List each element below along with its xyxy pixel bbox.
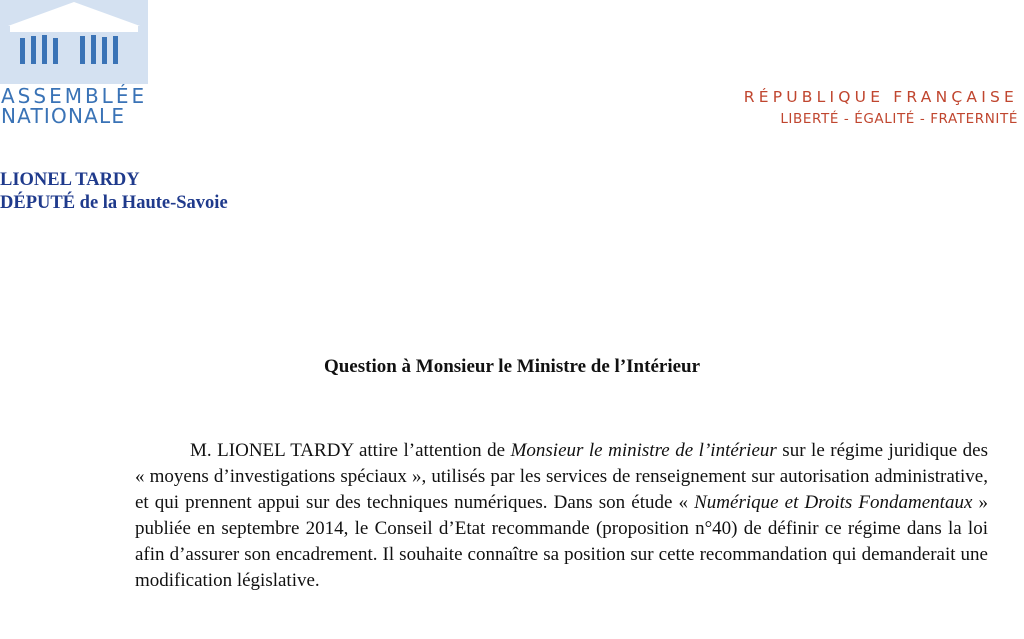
- body-part-1: M. LIONEL TARDY attire l’attention de: [190, 440, 511, 461]
- body-part-2: sur le régime juridique des « moyens d’investigations spéciaux », utilisés par les services de renseignement sur autorisation administrative, et qui prennent appui sur des techniques numériques. Dans son étude «: [135, 440, 988, 513]
- body-part-3: » publiée en septembre 2014, le Conseil d’Etat recommande (proposition n°40) de définir ce régime dans la loi afin d’assurer son encadrement. Il souhaite connaître sa position sur cette recommandation qui demanderait une modification législative.: [135, 492, 989, 591]
- body-ministre: Monsieur le ministre de l’intérieur: [510, 440, 777, 461]
- question-body: [135, 438, 988, 594]
- logo-line-assemblee: ASSEMBLÉE: [1, 84, 148, 108]
- author-name: LIONEL TARDY: [0, 170, 140, 190]
- body-etude-title: Numérique et Droits Fondamentaux: [694, 492, 973, 513]
- author-title: DÉPUTÉ de la Haute-Savoie: [0, 193, 228, 213]
- author-block: [0, 169, 228, 215]
- assemblee-emblem-icon: [0, 0, 148, 84]
- question-title: Question à Monsieur le Ministre de l’Intérieur: [323, 356, 701, 377]
- republique-motto: LIBERTÉ - ÉGALITÉ - FRATERNITÉ: [780, 111, 1018, 127]
- assemblee-nationale-logo: [0, 0, 160, 132]
- republique-block: [744, 87, 1018, 131]
- republique-title: RÉPUBLIQUE FRANÇAISE: [743, 88, 1018, 106]
- logo-line-nationale: NATIONALE: [1, 104, 126, 128]
